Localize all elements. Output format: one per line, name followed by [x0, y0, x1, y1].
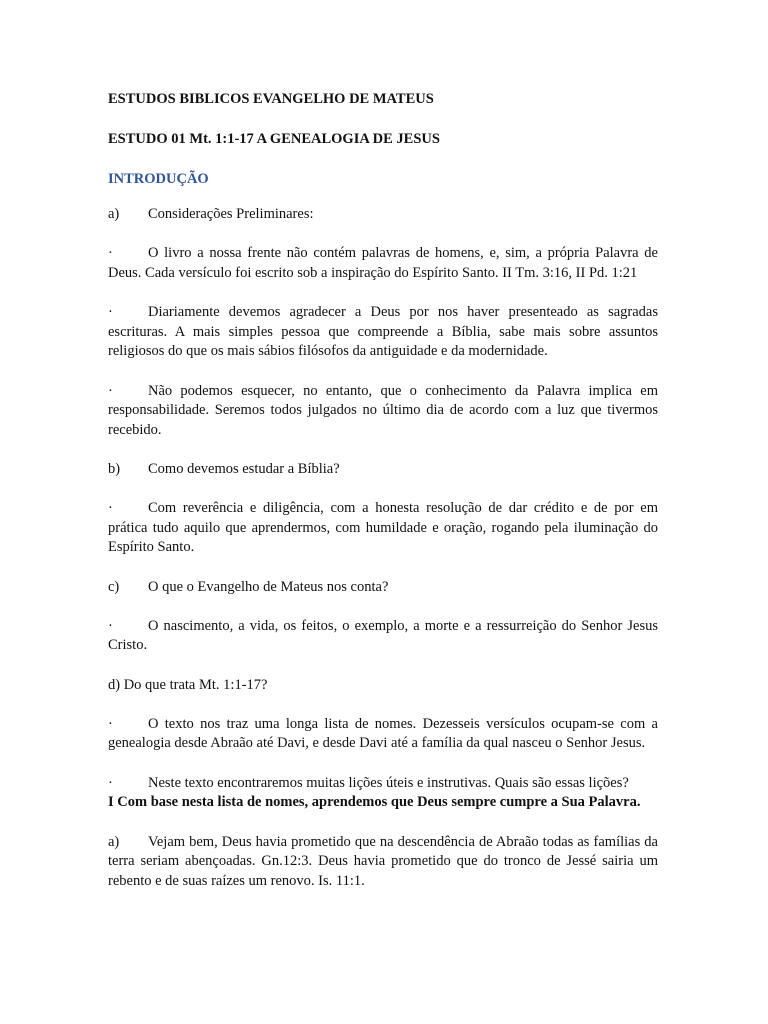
section-c-marker: c) [108, 578, 120, 595]
paragraph-a1 [108, 244, 658, 283]
bullet-icon: · [108, 715, 113, 732]
section-I-heading: I Com base nesta lista de nomes, aprendemos que Deus sempre cumpre a Sua Palavra. [108, 794, 641, 810]
document-title: ESTUDOS BIBLICOS EVANGELHO DE MATEUS [108, 91, 434, 107]
section-b-label: Como devemos estudar a Bíblia? [148, 461, 340, 477]
paragraph-b1-text: Com reverência e diligência, com a honesta resolução de dar crédito e de por em prática tudo aquilo que aprendermos, com humildade e oração, rogando pela iluminação do Espírito Santo. [108, 500, 658, 555]
paragraph-d2 [108, 774, 658, 794]
document-subtitle: ESTUDO 01 Mt. 1:1-17 A GENEALOGIA DE JESUS [108, 131, 440, 147]
paragraph-c1 [108, 617, 658, 656]
paragraph-c1-text: O nascimento, a vida, os feitos, o exemplo, a morte e a ressurreição do Senhor Jesus Cristo. [108, 617, 658, 653]
document-page [108, 90, 658, 911]
section-a-marker: a) [108, 206, 120, 222]
paragraph-I-a [108, 833, 658, 892]
paragraph-a1-text: O livro a nossa frente não contém palavras de homens, e, sim, a própria Palavra de Deus. Cada versículo foi escrito sob a inspiração do Espírito Santo. II Tm. 3:16, II Pd. 1:21 [108, 245, 658, 281]
section-c-label: O que o Evangelho de Mateus nos conta? [148, 578, 389, 595]
paragraph-d2-text: Neste texto encontraremos muitas lições úteis e instrutivas. Quais são essas lições? [148, 774, 629, 791]
paragraph-a3-text: Não podemos esquecer, no entanto, que o conhecimento da Palavra implica em responsabilidade. Seremos todos julgados no último dia de acordo com a luz que tivermos recebido. [108, 382, 658, 438]
section-d-heading: d) Do que trata Mt. 1:1-17? [108, 676, 268, 693]
section-b-heading [108, 460, 658, 479]
paragraph-d1 [108, 715, 658, 754]
bullet-icon: · [108, 382, 113, 399]
section-c-heading [108, 578, 658, 597]
section-b-marker: b) [108, 461, 121, 477]
paragraph-a3 [108, 382, 658, 441]
bullet-icon: · [108, 617, 113, 634]
bullet-icon: · [108, 245, 113, 261]
paragraph-b1 [108, 499, 658, 558]
bullet-icon: · [108, 304, 113, 320]
bullet-icon: · [108, 500, 113, 516]
bullet-icon: · [108, 774, 113, 791]
intro-heading: INTRODUÇÃO [108, 171, 209, 187]
paragraph-d1-text: O texto nos traz uma longa lista de nomes. Dezesseis versículos ocupam-se com a genealogia desde Abraão até Davi, e desde Davi até a família da qual nasceu o Senhor Jesus. [108, 715, 658, 751]
paragraph-I-a-text: Vejam bem, Deus havia prometido que na descendência de Abraão todas as famílias da terra seriam abençoadas. Gn.12:3. Deus havia prometido que do tronco de Jessé sairia um rebento e de suas raízes um renovo. Is. 11:1. [108, 833, 658, 889]
paragraph-I-a-marker: a) [108, 833, 120, 850]
paragraph-a2-text: Diariamente devemos agradecer a Deus por nos haver presenteado as sagradas escrituras. A mais simples pessoa que compreende a Bíblia, sabe mais sobre assuntos religiosos do que os mais sábios filósofos da antiguidade e da modernidade. [108, 304, 658, 359]
section-a-label: Considerações Preliminares: [148, 206, 314, 222]
section-a-heading [108, 205, 658, 224]
paragraph-a2 [108, 303, 658, 362]
